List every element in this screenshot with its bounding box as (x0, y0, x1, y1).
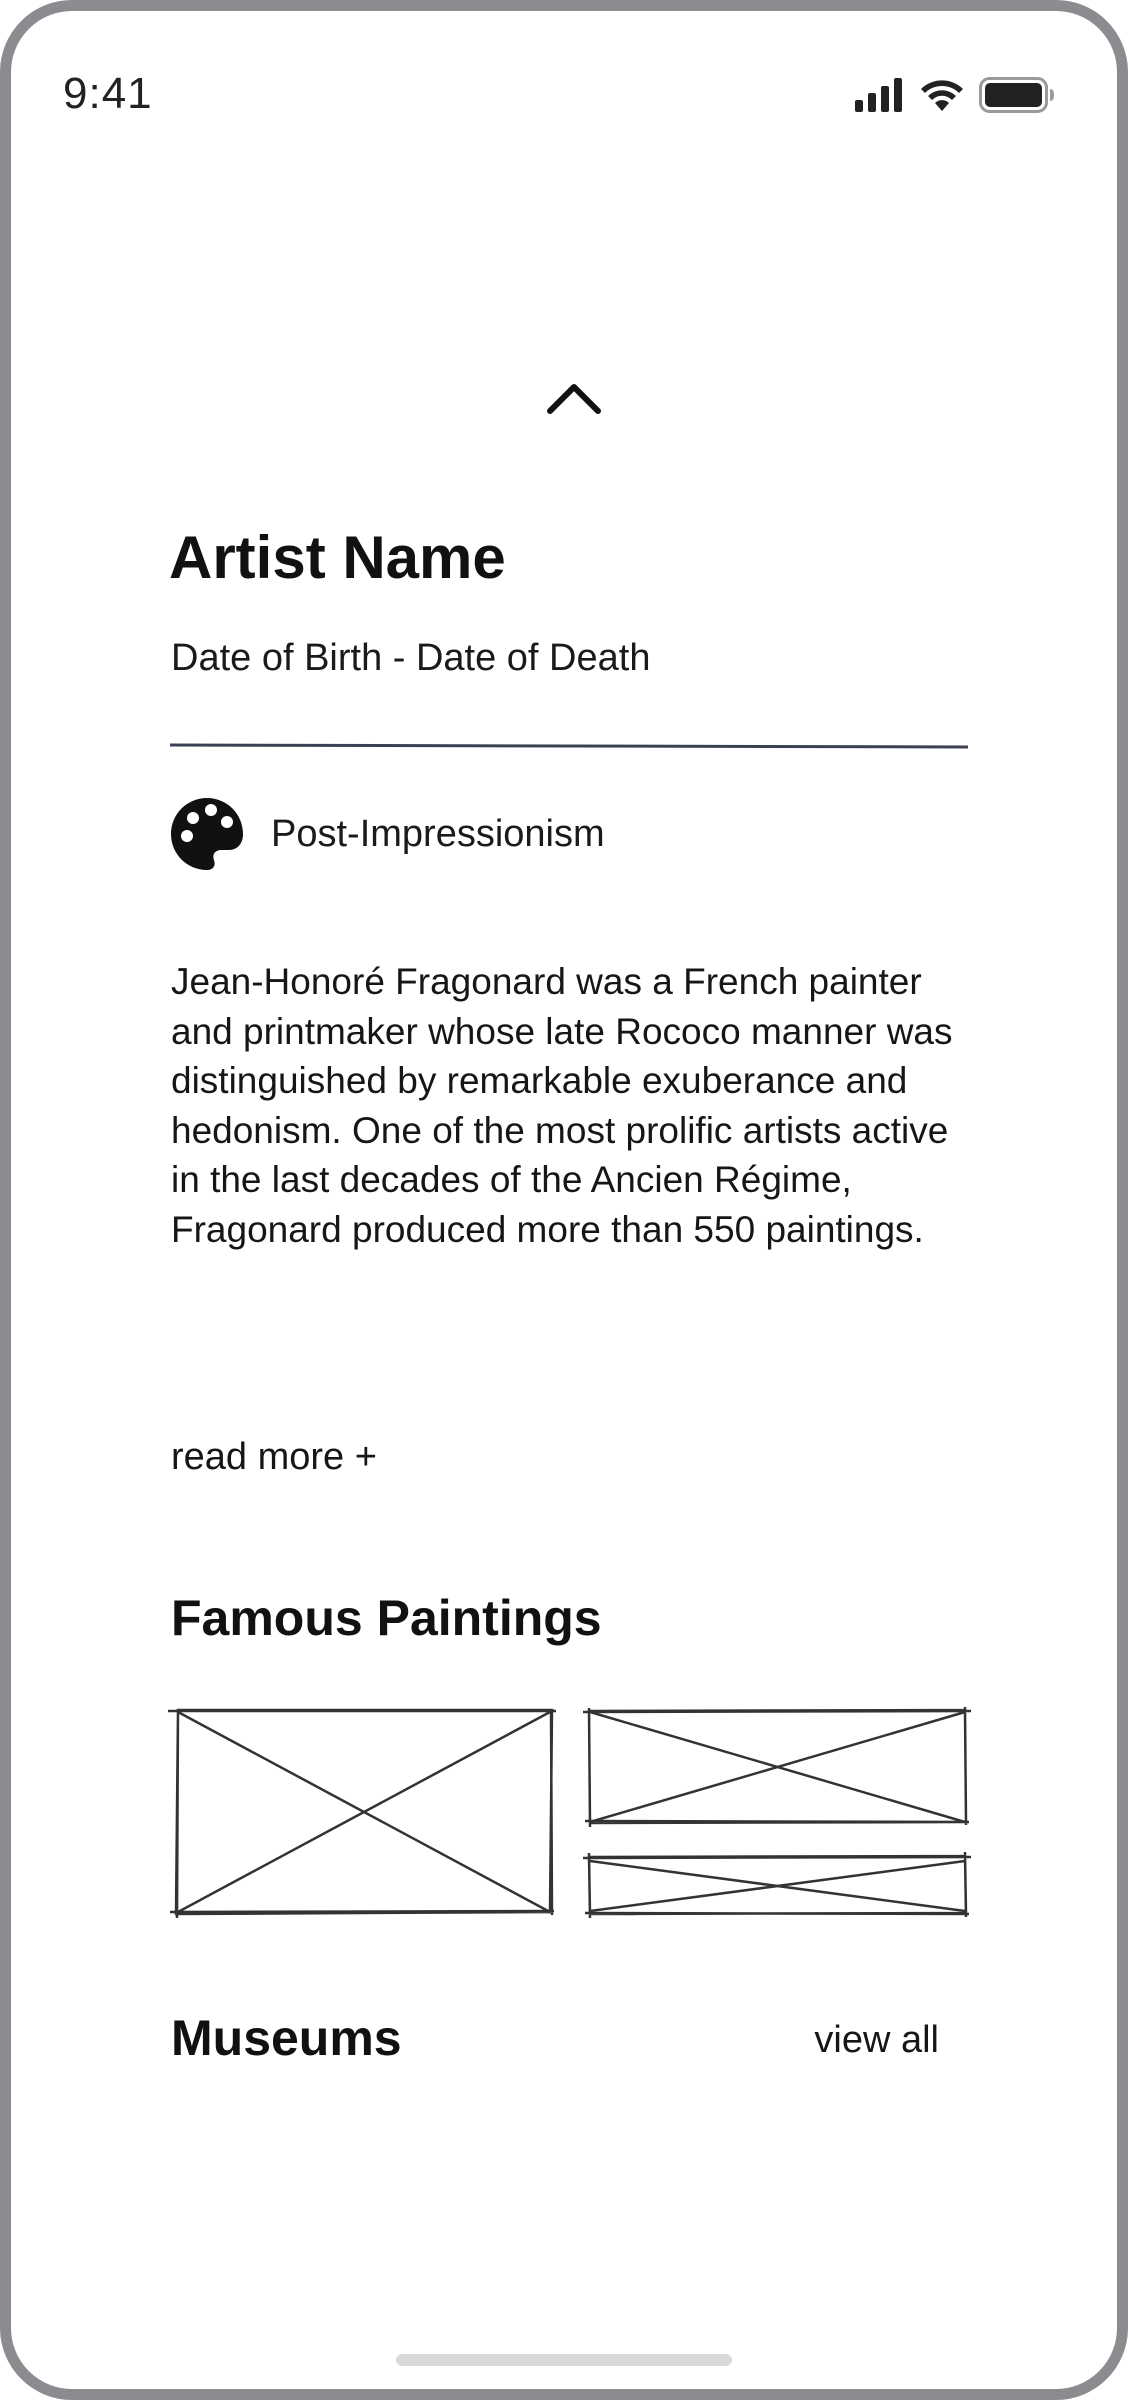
wifi-icon (919, 78, 965, 112)
famous-paintings-title: Famous Paintings (171, 1590, 602, 1646)
read-more-link[interactable]: read more + (171, 1436, 377, 1478)
painting-placeholder-large[interactable] (166, 1706, 558, 1920)
status-icons (855, 77, 1055, 113)
palette-icon (169, 796, 245, 872)
art-movement (169, 796, 605, 872)
divider (169, 739, 969, 753)
painting-placeholder-bottom-right[interactable] (581, 1851, 973, 1919)
cellular-signal-icon (855, 78, 905, 112)
battery-icon (979, 77, 1055, 113)
painting-placeholder-top-right[interactable] (581, 1706, 973, 1828)
home-indicator[interactable] (396, 2354, 732, 2366)
artist-name: Artist Name (169, 524, 506, 591)
artist-bio: Jean-Honoré Fragonard was a French painter and printmaker whose late Rococo manner was distinguished by remarkable exuberance and hedonism. One of the most prolific artists active in the last decades of the Ancien Régime, Fragonard produced more than 550 paintings. (171, 961, 953, 1250)
view-all-museums-link[interactable]: view all (814, 2019, 939, 2061)
movement-label: Post-Impressionism (271, 812, 605, 855)
artist-dates: Date of Birth - Date of Death (171, 637, 651, 679)
museums-title: Museums (171, 2010, 402, 2066)
chevron-up-icon[interactable] (546, 379, 602, 415)
status-time: 9:41 (63, 69, 153, 118)
